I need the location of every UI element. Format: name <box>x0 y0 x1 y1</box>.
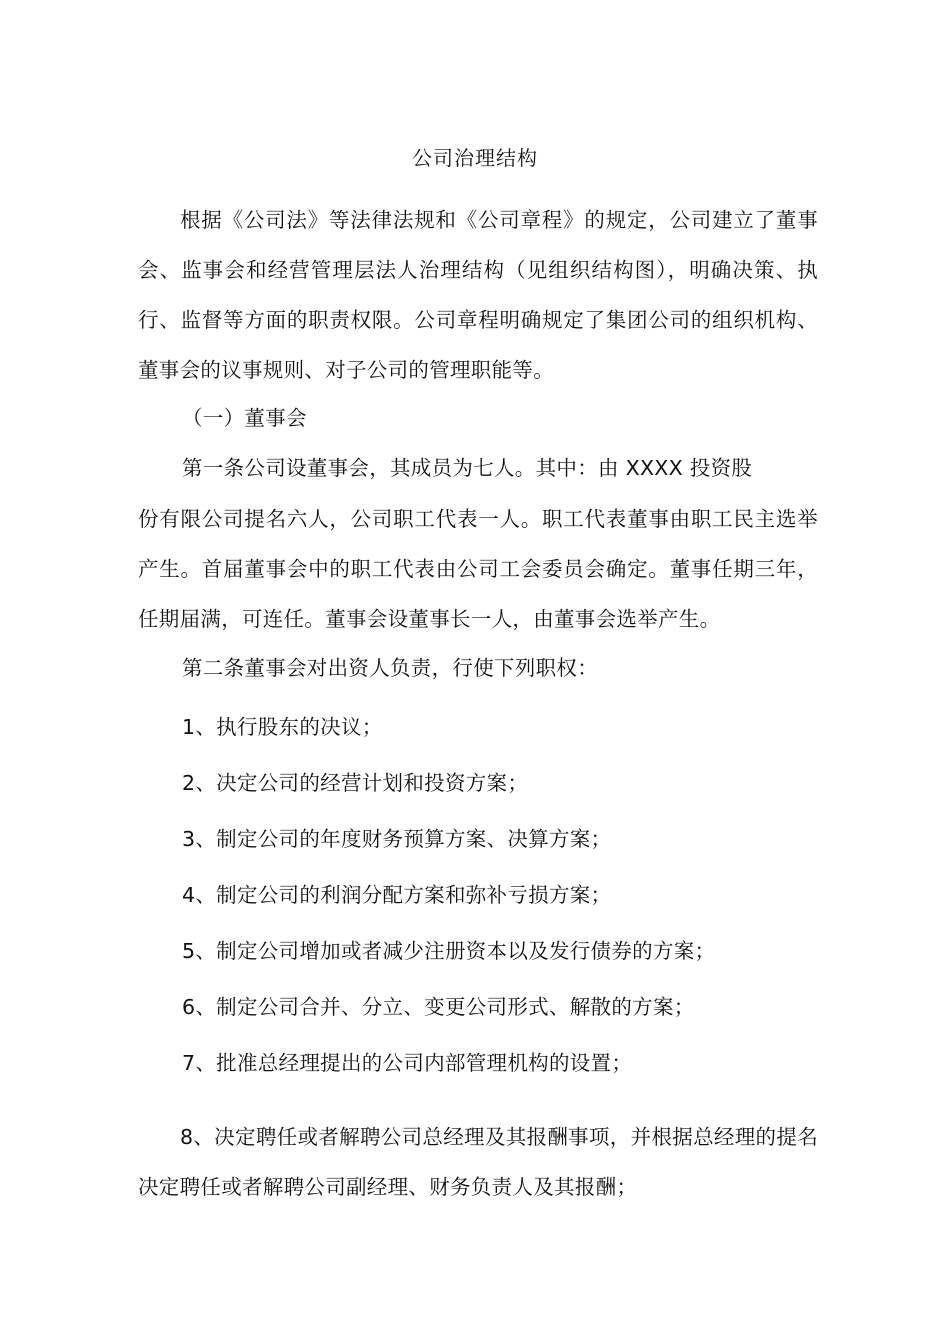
list-item: 2、决定公司的经营计划和投资方案； <box>182 771 529 795</box>
list-item: 8、决定聘任或者解聘公司总经理及其报酬事项，并根据总经理的提名决定聘任或者解聘公司副经理、财务负责人及其报酬； <box>138 1125 818 1199</box>
list-item: 7、批准总经理提出的公司内部管理机构的设置； <box>182 1051 633 1075</box>
article-1-paragraph: 份有限公司提名六人，公司职工代表一人。职工代表董事由职工民主选举产生。首届董事会中的职工代表由公司工会委员会确定。董事任期三年，任期届满，可连任。董事会设董事长一人，由董事会选举产生。 <box>138 507 818 631</box>
section-heading: （一）董事会 <box>182 406 307 430</box>
list-item: 1、执行股东的决议； <box>182 715 383 739</box>
list-item: 3、制定公司的年度财务预算方案、决算方案； <box>182 827 612 851</box>
list-item: 4、制定公司的利润分配方案和弥补亏损方案； <box>182 883 612 907</box>
list-item: 5、制定公司增加或者减少注册资本以及发行债券的方案； <box>182 939 716 963</box>
document-title: 公司治理结构 <box>412 146 538 170</box>
list-item: 6、制定公司合并、分立、变更公司形式、解散的方案； <box>182 995 695 1019</box>
intro-paragraph: 根据《公司法》等法律法规和《公司章程》的规定，公司建立了董事会、监事会和经营管理层法人治理结构（见组织结构图），明确决策、执行、监督等方面的职责权限。公司章程明确规定了集团公司的组织机构、董事会的议事规则、对子公司的管理职能等。 <box>138 208 818 382</box>
article-1-first-line: 第一条公司设董事会，其成员为七人。其中：由 XXXX 投资股 <box>182 456 753 480</box>
article-2-heading: 第二条董事会对出资人负责，行使下列职权： <box>182 656 598 680</box>
